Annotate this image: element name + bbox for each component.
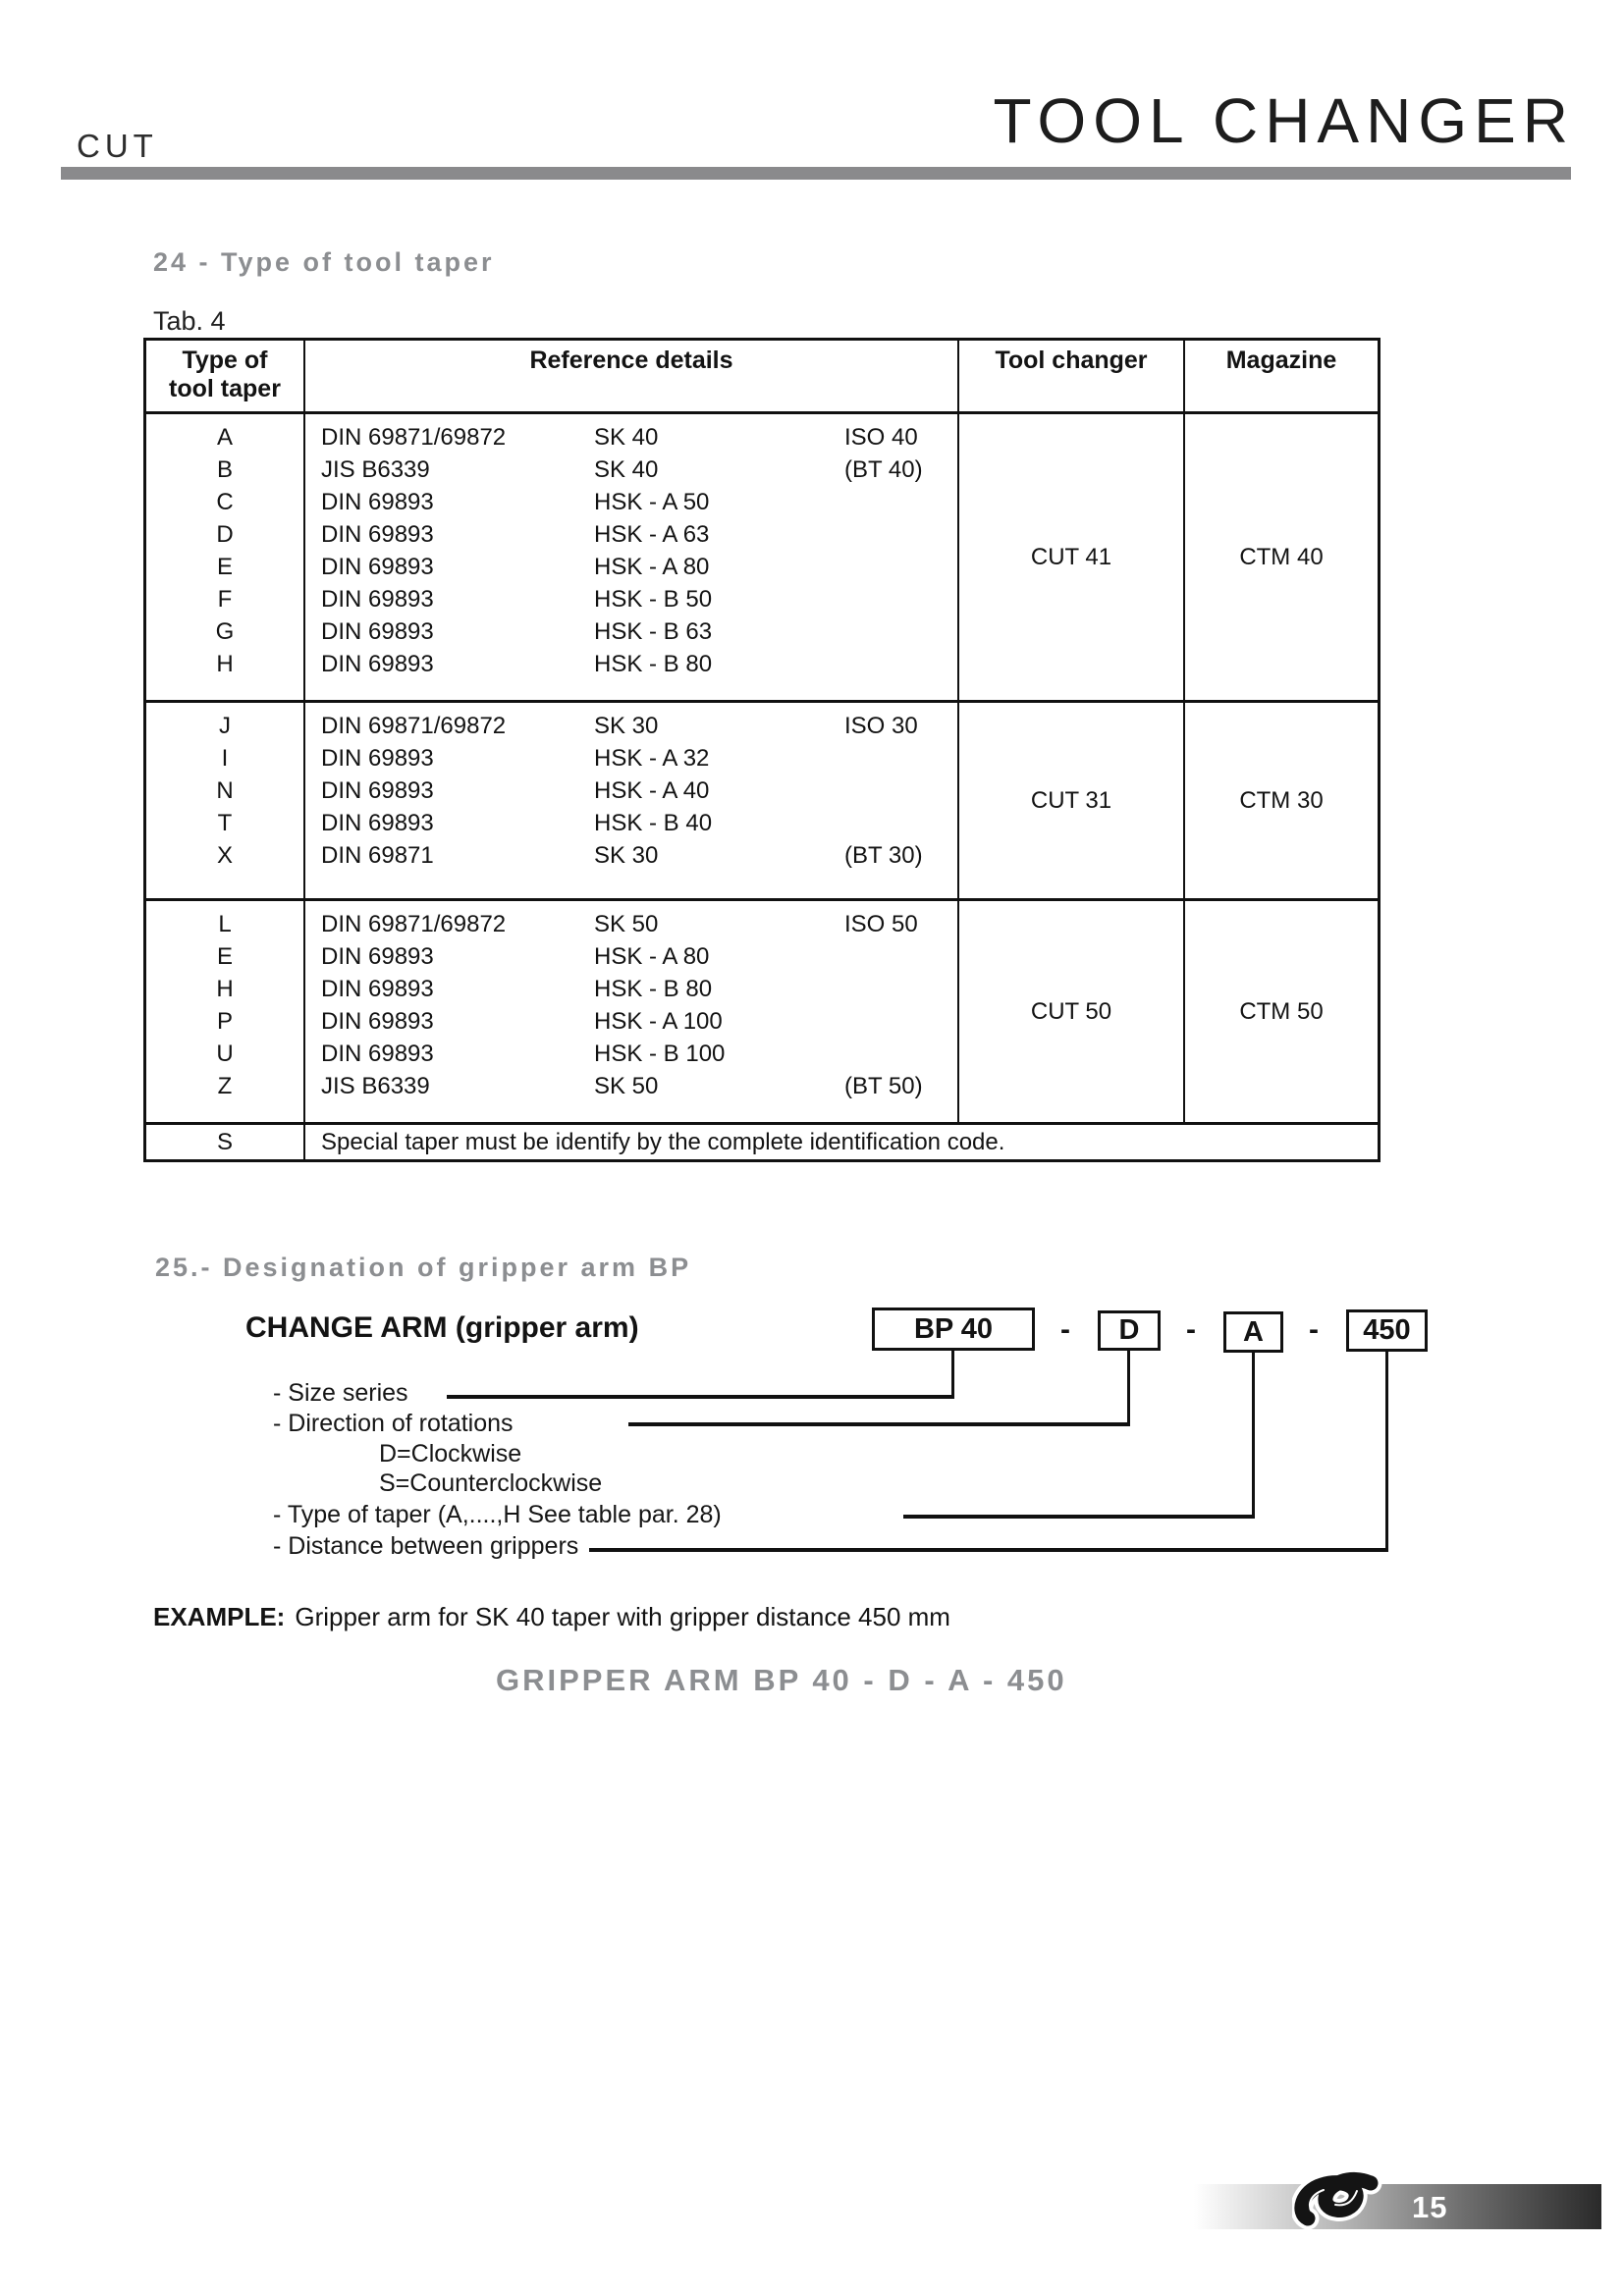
section-24-heading: 24 - Type of tool taper xyxy=(153,247,495,277)
tool-changer-value: CUT 50 xyxy=(957,901,1183,1122)
table-row: DIN 69893 HSK - B 100 xyxy=(321,1041,726,1067)
table-row: DIN 69893 HSK - A 80 xyxy=(321,943,710,970)
legend-counterclockwise: S=Counterclockwise xyxy=(379,1469,603,1497)
reference-details xyxy=(303,414,957,700)
tool-changer-value: CUT 31 xyxy=(957,703,1183,898)
footer-bar xyxy=(1194,2184,1601,2229)
connector-line-taper xyxy=(1252,1353,1255,1519)
tool-changer-value: CUT 41 xyxy=(957,414,1183,700)
table-row: DIN 69893 HSK - B 80 xyxy=(321,976,713,1002)
reference-details xyxy=(303,901,957,1122)
connector-line-direction xyxy=(1127,1351,1130,1426)
col-header-type: Type of tool taper xyxy=(169,347,281,402)
col-header-magazine: Magazine xyxy=(1183,341,1378,411)
designation-dash: - xyxy=(1060,1313,1070,1346)
legend-size-series: - Size series xyxy=(273,1379,408,1407)
magazine-value: CTM 30 xyxy=(1183,703,1378,898)
special-taper-note: Special taper must be identify by the complete identification code. xyxy=(303,1125,1378,1159)
table-row: DIN 69893 HSK - B 80 xyxy=(321,651,713,677)
page-number: 15 xyxy=(1412,2190,1448,2224)
example-text: Gripper arm for SK 40 taper with gripper distance 450 mm xyxy=(295,1602,950,1631)
brand-label: CUT xyxy=(77,128,158,164)
change-arm-label: CHANGE ARM (gripper arm) xyxy=(245,1311,639,1344)
legend-direction: - Direction of rotations xyxy=(273,1410,514,1437)
leader-line-distance xyxy=(589,1548,1388,1552)
table-row: DIN 69893 HSK - A 100 xyxy=(321,1008,723,1035)
tool-taper-table xyxy=(143,338,1380,1162)
special-taper-code: S xyxy=(216,1129,233,1155)
table-row: DIN 69871/69872 SK 40 ISO 40 xyxy=(321,424,918,451)
designation-box-direction: D xyxy=(1098,1310,1161,1351)
table-group-cut41 xyxy=(146,414,1378,703)
table-row: DIN 69893 HSK - A 80 xyxy=(321,554,710,580)
table-row: DIN 69893 HSK - A 63 xyxy=(321,521,710,548)
magazine-value: CTM 40 xyxy=(1183,414,1378,700)
special-taper-row xyxy=(146,1125,1378,1159)
taper-codes: L E H P U Z xyxy=(216,911,234,1099)
designation-result: GRIPPER ARM BP 40 - D - A - 450 xyxy=(496,1663,1067,1697)
connector-line-distance xyxy=(1385,1352,1388,1552)
table-row: DIN 69871 SK 30 (BT 30) xyxy=(321,842,923,869)
example-label: EXAMPLE: xyxy=(153,1602,286,1631)
designation-box-distance: 450 xyxy=(1346,1309,1428,1352)
table-group-cut50 xyxy=(146,901,1378,1125)
example-line xyxy=(153,1602,950,1632)
taper-codes: J I N T X xyxy=(216,713,234,869)
taper-codes: A B C D E F G H xyxy=(215,424,235,677)
table-caption: Tab. 4 xyxy=(153,306,226,336)
col-header-reference: Reference details xyxy=(303,341,957,411)
table-row: DIN 69893 HSK - A 32 xyxy=(321,745,710,772)
legend-clockwise: D=Clockwise xyxy=(379,1440,522,1468)
table-row: JIS B6339 SK 40 (BT 40) xyxy=(321,456,923,483)
table-row: DIN 69893 HSK - A 50 xyxy=(321,489,710,515)
designation-box-taper: A xyxy=(1223,1311,1283,1353)
connector-line-size xyxy=(951,1351,954,1399)
table-row: DIN 69893 HSK - A 40 xyxy=(321,777,710,804)
table-row: DIN 69871/69872 SK 50 ISO 50 xyxy=(321,911,918,937)
designation-dash: - xyxy=(1186,1313,1196,1346)
leader-line-direction xyxy=(628,1422,1130,1426)
table-header-row xyxy=(146,341,1378,414)
table-row: DIN 69871/69872 SK 30 ISO 30 xyxy=(321,713,918,739)
page-title: TOOL CHANGER xyxy=(993,85,1575,156)
header-rule xyxy=(61,167,1571,180)
designation-dash: - xyxy=(1309,1313,1319,1346)
magazine-value: CTM 50 xyxy=(1183,901,1378,1122)
col-header-tool-changer: Tool changer xyxy=(957,341,1183,411)
table-row: DIN 69893 HSK - B 50 xyxy=(321,586,713,613)
designation-box-size: BP 40 xyxy=(872,1308,1035,1351)
company-logo-icon xyxy=(1292,2162,1394,2236)
table-row: DIN 69893 HSK - B 40 xyxy=(321,810,713,836)
leader-line-size xyxy=(447,1395,954,1399)
table-row: JIS B6339 SK 50 (BT 50) xyxy=(321,1073,923,1099)
reference-details xyxy=(303,703,957,898)
legend-taper-type: - Type of taper (A,....,H See table par. 28) xyxy=(273,1501,722,1528)
section-25-heading: 25.- Designation of gripper arm BP xyxy=(155,1253,692,1282)
leader-line-taper xyxy=(903,1515,1255,1519)
legend-gripper-distance: - Distance between grippers xyxy=(273,1532,579,1560)
table-row: DIN 69893 HSK - B 63 xyxy=(321,618,713,645)
table-group-cut31 xyxy=(146,703,1378,901)
